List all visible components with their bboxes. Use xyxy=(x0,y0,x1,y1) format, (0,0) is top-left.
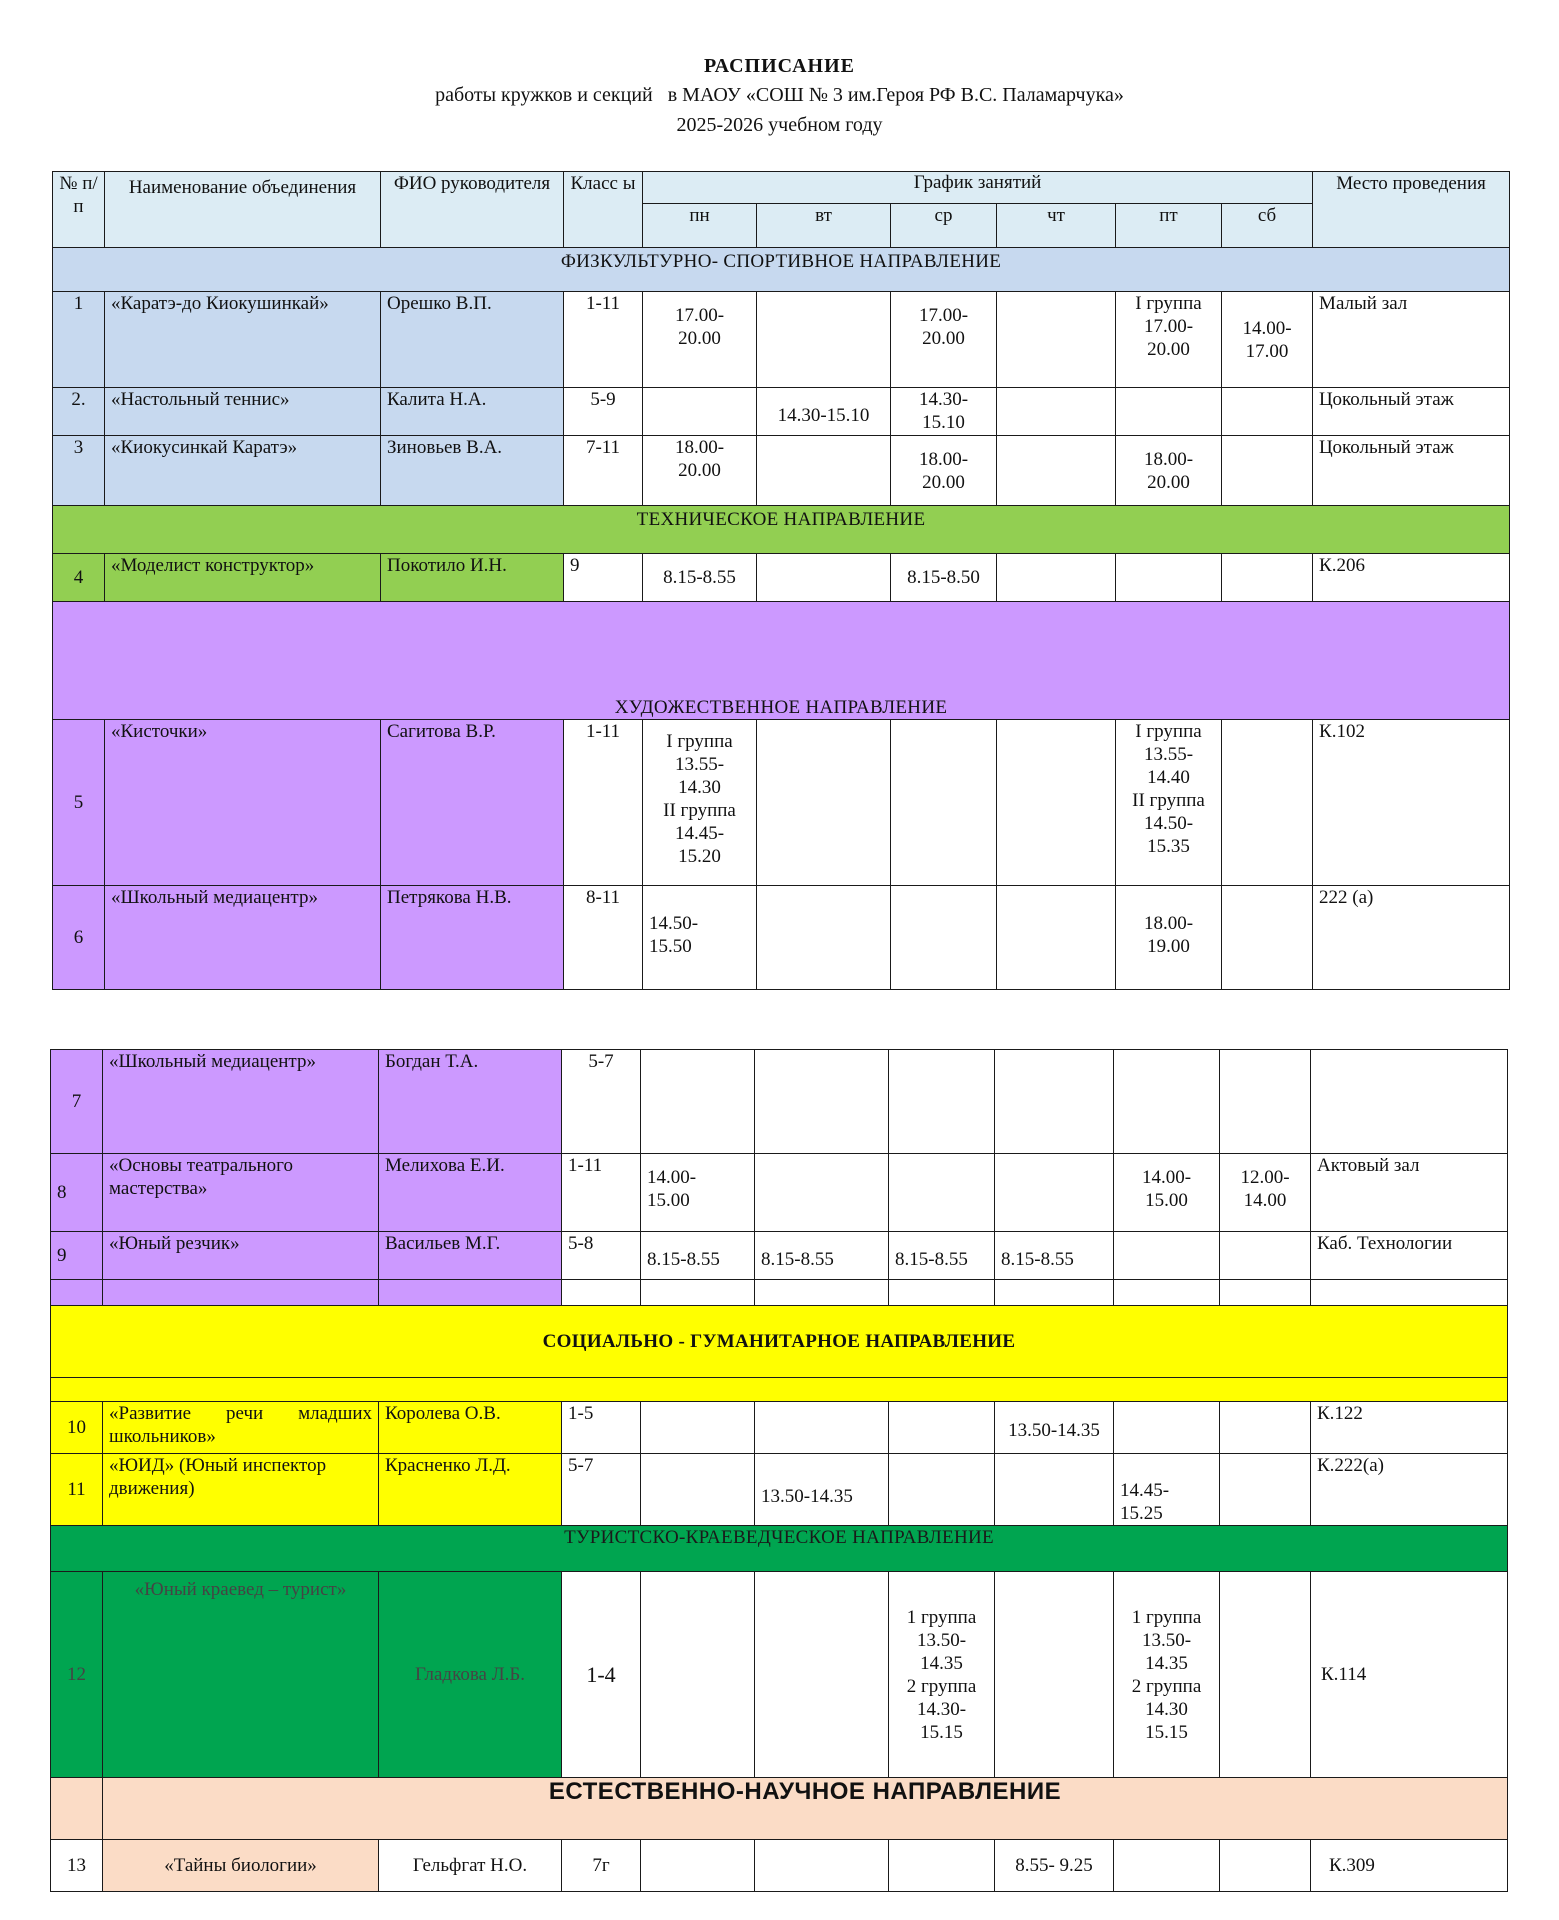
row-head: Богдан Т.А. xyxy=(379,1050,562,1154)
row-grade: 1-11 xyxy=(564,720,643,886)
row-place: Актовый зал xyxy=(1311,1154,1508,1232)
row-mon: 18.00- 20.00 xyxy=(643,436,757,506)
row-mon xyxy=(641,1454,755,1526)
direction-row-social xyxy=(51,1306,1508,1378)
row-fri xyxy=(1114,1840,1220,1892)
row-thu xyxy=(997,292,1116,388)
row-mon: 8.15-8.55 xyxy=(643,554,757,602)
row-name: «Юный резчик» xyxy=(103,1232,379,1280)
row-head: Петрякова Н.В. xyxy=(381,886,564,990)
direction-row-sport xyxy=(53,248,1510,292)
table-row xyxy=(51,1402,1508,1454)
row-mon: I группа 13.55- 14.30 II группа 14.45- 15.20 xyxy=(643,720,757,886)
row-tue: 13.50-14.35 xyxy=(755,1454,889,1526)
header-num: № п/п xyxy=(53,172,105,248)
row-tue xyxy=(755,1154,889,1232)
row-wed xyxy=(889,1840,995,1892)
row-head: Сагитова В.Р. xyxy=(381,720,564,886)
row-place: Цокольный этаж xyxy=(1313,388,1510,436)
row-name: «Каратэ-до Киокушинкай» xyxy=(105,292,381,388)
row-head: Королева О.В. xyxy=(379,1402,562,1454)
row-fri: 1 группа 13.50- 14.35 2 группа 14.30 15.15 xyxy=(1114,1572,1220,1778)
row-thu: 13.50-14.35 xyxy=(995,1402,1114,1454)
title-line-2: работы кружков и секций в МАОУ «СОШ № 3 им.Героя РФ В.С. Паламарчука» xyxy=(435,84,1124,106)
table-row xyxy=(53,554,1510,602)
empty-cell xyxy=(562,1280,641,1306)
row-wed: 8.15-8.50 xyxy=(891,554,997,602)
empty-cell xyxy=(51,1778,103,1840)
row-thu xyxy=(997,436,1116,506)
direction-art: ХУДОЖЕСТВЕННОЕ НАПРАВЛЕНИЕ xyxy=(53,602,1510,720)
row-mon xyxy=(641,1572,755,1778)
row-tue xyxy=(757,436,891,506)
row-sat: 12.00- 14.00 xyxy=(1220,1154,1311,1232)
row-mon xyxy=(641,1840,755,1892)
table-row xyxy=(53,292,1510,388)
empty-cell xyxy=(641,1280,755,1306)
row-thu xyxy=(995,1454,1114,1526)
empty-cell xyxy=(1114,1280,1220,1306)
direction-row-science xyxy=(51,1778,1508,1840)
direction-sport: ФИЗКУЛЬТУРНО- СПОРТИВНОЕ НАПРАВЛЕНИЕ xyxy=(53,248,1510,292)
row-head: Калита Н.А. xyxy=(381,388,564,436)
row-fri: 14.00- 15.00 xyxy=(1114,1154,1220,1232)
row-num: 6 xyxy=(53,886,105,990)
row-place: К.206 xyxy=(1313,554,1510,602)
row-head: Красненко Л.Д. xyxy=(379,1454,562,1526)
table-row xyxy=(53,720,1510,886)
row-mon: 14.50- 15.50 xyxy=(643,886,757,990)
document-title xyxy=(0,52,1559,140)
row-grade: 7-11 xyxy=(564,436,643,506)
title-line-3: 2025-2026 учебном году xyxy=(676,114,883,136)
row-fri: I группа 13.55- 14.40 II группа 14.50- 15.35 xyxy=(1116,720,1222,886)
row-num: 10 xyxy=(51,1402,103,1454)
direction-row-art xyxy=(53,602,1510,720)
row-place: К.309 xyxy=(1311,1840,1508,1892)
empty-cell xyxy=(995,1280,1114,1306)
header-day-tue: вт xyxy=(757,204,891,248)
row-wed: 1 группа 13.50- 14.35 2 группа 14.30- 15.15 xyxy=(889,1572,995,1778)
row-tue xyxy=(755,1050,889,1154)
row-name: «Моделист конструктор» xyxy=(105,554,381,602)
row-grade: 5-9 xyxy=(564,388,643,436)
row-grade: 5-7 xyxy=(562,1050,641,1154)
row-name: «Основы театрального мастерства» xyxy=(103,1154,379,1232)
row-name: «Кисточки» xyxy=(105,720,381,886)
header-day-wed: ср xyxy=(891,204,997,248)
row-place: Каб. Технологии xyxy=(1311,1232,1508,1280)
row-head: Орешко В.П. xyxy=(381,292,564,388)
direction-row-tech xyxy=(53,506,1510,554)
table-row xyxy=(51,1572,1508,1778)
row-sat xyxy=(1220,1840,1311,1892)
row-name: «Киокусинкай Каратэ» xyxy=(105,436,381,506)
row-sat xyxy=(1220,1402,1311,1454)
row-grade: 5-8 xyxy=(562,1232,641,1280)
row-num: 8 xyxy=(51,1154,103,1232)
row-mon: 8.15-8.55 xyxy=(641,1232,755,1280)
row-name: «Юный краевед – турист» xyxy=(103,1572,379,1778)
direction-tourism: ТУРИСТСКО-КРАЕВЕДЧЕСКОЕ НАПРАВЛЕНИЕ xyxy=(51,1526,1508,1572)
row-num: 12 xyxy=(51,1572,103,1778)
empty-cell xyxy=(379,1280,562,1306)
header-day-sat: сб xyxy=(1222,204,1313,248)
table-row xyxy=(51,1454,1508,1526)
direction-social: СОЦИАЛЬНО - ГУМАНИТАРНОЕ НАПРАВЛЕНИЕ xyxy=(51,1306,1508,1378)
table-row xyxy=(53,436,1510,506)
row-place: К.102 xyxy=(1313,720,1510,886)
row-tue xyxy=(757,292,891,388)
row-fri xyxy=(1114,1050,1220,1154)
row-sat xyxy=(1222,720,1313,886)
empty-cell xyxy=(103,1280,379,1306)
row-fri: 18.00- 19.00 xyxy=(1116,886,1222,990)
row-fri: I группа 17.00- 20.00 xyxy=(1116,292,1222,388)
header-day-thu: чт xyxy=(997,204,1116,248)
row-grade: 1-11 xyxy=(564,292,643,388)
empty-cell xyxy=(889,1280,995,1306)
row-mon: 17.00- 20.00 xyxy=(643,292,757,388)
header-grade: Класс ы xyxy=(564,172,643,248)
row-num: 13 xyxy=(51,1840,103,1892)
row-thu: 8.15-8.55 xyxy=(995,1232,1114,1280)
row-wed xyxy=(889,1402,995,1454)
row-fri: 18.00- 20.00 xyxy=(1116,436,1222,506)
row-name: «ЮИД» (Юный инспектор движения) xyxy=(103,1454,379,1526)
table-row xyxy=(51,1840,1508,1892)
row-fri xyxy=(1116,554,1222,602)
row-num: 9 xyxy=(51,1232,103,1280)
row-mon xyxy=(641,1402,755,1454)
row-sat xyxy=(1222,436,1313,506)
row-head: Гладкова Л.Б. xyxy=(379,1572,562,1778)
header-name: Наименование объединения xyxy=(105,172,381,248)
row-thu xyxy=(997,554,1116,602)
row-thu xyxy=(997,886,1116,990)
row-mon xyxy=(641,1050,755,1154)
header-head: ФИО руководителя xyxy=(381,172,564,248)
row-place: К.222(а) xyxy=(1311,1454,1508,1526)
row-tue: 8.15-8.55 xyxy=(755,1232,889,1280)
table-row xyxy=(51,1050,1508,1154)
direction-row-tourism xyxy=(51,1526,1508,1572)
row-wed xyxy=(891,886,997,990)
row-num: 5 xyxy=(53,720,105,886)
row-wed: 14.30- 15.10 xyxy=(891,388,997,436)
row-sat xyxy=(1220,1454,1311,1526)
row-mon xyxy=(643,388,757,436)
row-wed xyxy=(889,1454,995,1526)
row-fri: 14.45- 15.25 xyxy=(1114,1454,1220,1526)
table-row xyxy=(51,1232,1508,1280)
direction-tech: ТЕХНИЧЕСКОЕ НАПРАВЛЕНИЕ xyxy=(53,506,1510,554)
row-tue xyxy=(757,554,891,602)
row-num: 3 xyxy=(53,436,105,506)
row-place: 222 (а) xyxy=(1313,886,1510,990)
row-tue xyxy=(755,1572,889,1778)
row-tue xyxy=(755,1840,889,1892)
row-place xyxy=(1311,1050,1508,1154)
row-thu xyxy=(995,1050,1114,1154)
empty-cell xyxy=(755,1280,889,1306)
row-wed: 8.15-8.55 xyxy=(889,1232,995,1280)
row-sat xyxy=(1222,886,1313,990)
row-thu xyxy=(997,720,1116,886)
row-wed: 17.00- 20.00 xyxy=(891,292,997,388)
header-day-mon: пн xyxy=(643,204,757,248)
row-thu xyxy=(995,1572,1114,1778)
row-name: «Школьный медиацентр» xyxy=(103,1050,379,1154)
row-grade: 7г xyxy=(562,1840,641,1892)
row-wed xyxy=(891,720,997,886)
row-fri xyxy=(1114,1402,1220,1454)
row-grade: 1-5 xyxy=(562,1402,641,1454)
row-sat: 14.00- 17.00 xyxy=(1222,292,1313,388)
row-fri xyxy=(1116,388,1222,436)
row-wed xyxy=(889,1154,995,1232)
row-num: 4 xyxy=(53,554,105,602)
empty-cell xyxy=(51,1280,103,1306)
row-sat xyxy=(1220,1050,1311,1154)
row-sat xyxy=(1220,1232,1311,1280)
row-name: «Школьный медиацентр» xyxy=(105,886,381,990)
schedule-table-part-1 xyxy=(52,171,1510,990)
row-tue xyxy=(755,1402,889,1454)
row-grade: 9 xyxy=(564,554,643,602)
row-grade: 8-11 xyxy=(564,886,643,990)
row-head: Васильев М.Г. xyxy=(379,1232,562,1280)
row-thu xyxy=(997,388,1116,436)
row-grade: 5-7 xyxy=(562,1454,641,1526)
row-wed: 18.00- 20.00 xyxy=(891,436,997,506)
schedule-table-part-2 xyxy=(50,1049,1508,1892)
row-thu: 8.55- 9.25 xyxy=(995,1840,1114,1892)
row-sat xyxy=(1220,1572,1311,1778)
row-name: «Развитие речи младших школьников» xyxy=(103,1402,379,1454)
header-schedule: График занятий xyxy=(643,172,1313,204)
row-head: Мелихова Е.И. xyxy=(379,1154,562,1232)
table-row xyxy=(51,1154,1508,1232)
row-place: К.122 xyxy=(1311,1402,1508,1454)
row-grade: 1-11 xyxy=(562,1154,641,1232)
row-mon: 14.00- 15.00 xyxy=(641,1154,755,1232)
row-place: К.114 xyxy=(1311,1572,1508,1778)
row-head: Зиновьев В.А. xyxy=(381,436,564,506)
row-num: 7 xyxy=(51,1050,103,1154)
row-grade: 1-4 xyxy=(562,1572,641,1778)
row-sat xyxy=(1222,554,1313,602)
row-place: Малый зал xyxy=(1313,292,1510,388)
row-fri xyxy=(1114,1232,1220,1280)
row-sat xyxy=(1222,388,1313,436)
table-row xyxy=(53,388,1510,436)
row-num: 2. xyxy=(53,388,105,436)
empty-cell xyxy=(1311,1280,1508,1306)
empty-cell xyxy=(51,1378,1508,1402)
empty-cell xyxy=(1220,1280,1311,1306)
row-name: «Тайны биологии» xyxy=(103,1840,379,1892)
empty-row xyxy=(51,1378,1508,1402)
row-name: «Настольный теннис» xyxy=(105,388,381,436)
empty-row xyxy=(51,1280,1508,1306)
row-num: 11 xyxy=(51,1454,103,1526)
row-thu xyxy=(995,1154,1114,1232)
row-tue xyxy=(757,886,891,990)
row-wed xyxy=(889,1050,995,1154)
row-head: Покотило И.Н. xyxy=(381,554,564,602)
table-row xyxy=(53,886,1510,990)
row-tue xyxy=(757,720,891,886)
row-num: 1 xyxy=(53,292,105,388)
header-day-fri: пт xyxy=(1116,204,1222,248)
header-row xyxy=(53,172,1510,204)
row-tue: 14.30-15.10 xyxy=(757,388,891,436)
title-line-1: РАСПИСАНИЕ xyxy=(703,55,855,77)
direction-science: ЕСТЕСТВЕННО-НАУЧНОЕ НАПРАВЛЕНИЕ xyxy=(103,1778,1508,1840)
header-place: Место проведения xyxy=(1313,172,1510,248)
row-head: Гельфгат Н.О. xyxy=(379,1840,562,1892)
row-place: Цокольный этаж xyxy=(1313,436,1510,506)
